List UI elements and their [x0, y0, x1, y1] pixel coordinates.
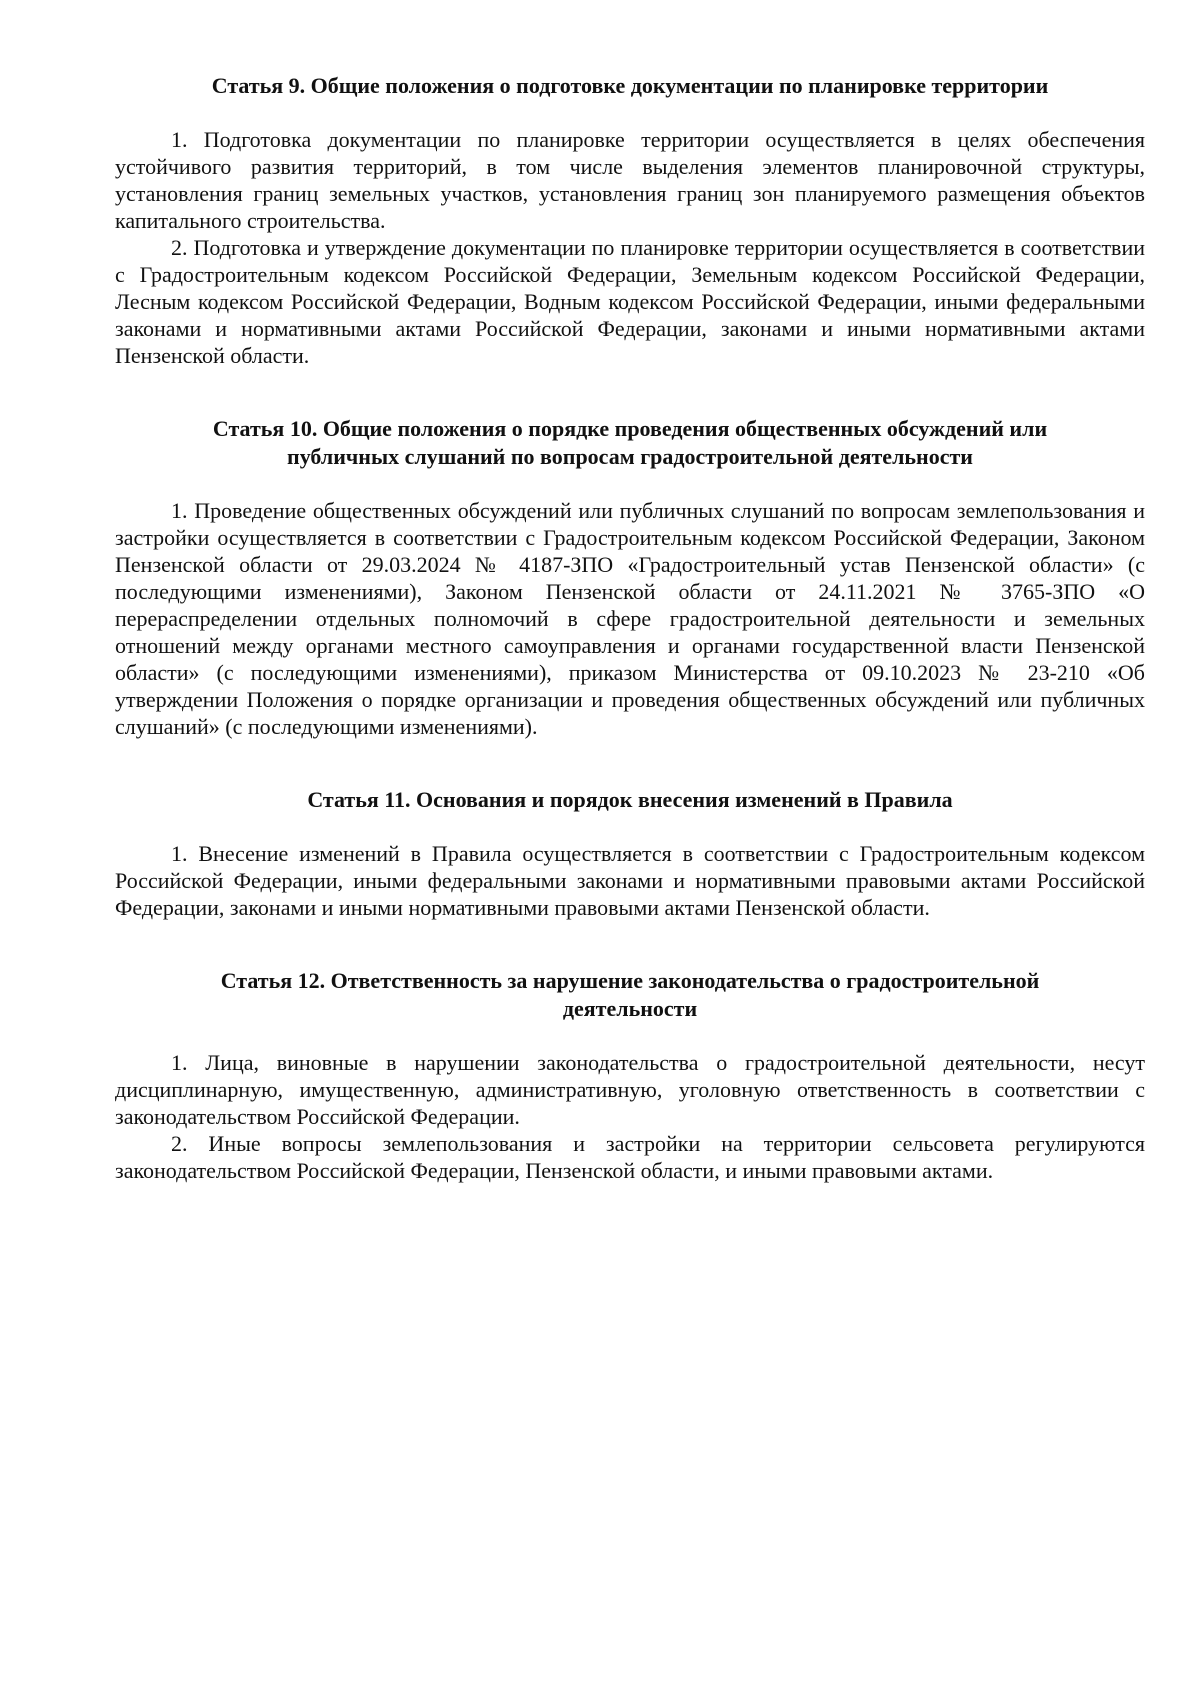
article-paragraph: 2. Подготовка и утверждение документации по планировке территории осуществляется в соответствии с Градостроительным кодексом Российской Федерации, Земельным кодексом Российской Федерации, Лесным кодексом Российской Федерации, Водным кодексом Российской Федерации, иными федеральными законами и нормативными актами Российской Федерации, законами и иными нормативными актами Пензенской области. — [115, 235, 1145, 368]
article-title: Статья 10. Общие положения о порядке проведения общественных обсуждений или публичных слушаний по вопросам градостроительной деятельности — [212, 416, 1048, 469]
article-paragraph: 1. Подготовка документации по планировке территории осуществляется в целях обеспечения устойчивого развития территорий, в том числе выделения элементов планировочной структуры, установления границ земельных участков, установления границ зон планируемого размещения объектов капитального строительства. — [115, 127, 1145, 233]
article-11 — [115, 786, 1145, 921]
article-9 — [115, 72, 1145, 369]
article-title: Статья 12. Ответственность за нарушение законодательства о градостроительной деятельности — [220, 968, 1040, 1021]
article-paragraph: 1. Лица, виновные в нарушении законодательства о градостроительной деятельности, несут дисциплинарную, имущественную, административную, уголовную ответственность в соответствии с законодательством Российской Федерации. — [115, 1050, 1145, 1129]
article-12 — [115, 967, 1145, 1184]
article-paragraph: 2. Иные вопросы землепользования и застройки на территории сельсовета регулируются законодательством Российской Федерации, Пензенской области, и иными правовыми актами. — [115, 1131, 1145, 1183]
document-body — [115, 72, 1145, 1230]
article-paragraph: 1. Внесение изменений в Правила осуществляется в соответствии с Градостроительным кодексом Российской Федерации, иными федеральными законами и нормативными правовыми актами Российской Федерации, законами и иными нормативными правовыми актами Пензенской области. — [115, 841, 1145, 920]
article-title: Статья 9. Общие положения о подготовке документации по планировке территории — [211, 73, 1049, 98]
article-10 — [115, 415, 1145, 740]
article-title: Статья 11. Основания и порядок внесения изменений в Правила — [307, 787, 953, 812]
article-paragraph: 1. Проведение общественных обсуждений или публичных слушаний по вопросам землепользования и застройки осуществляется в соответствии с Градостроительным кодексом Российской Федерации, Законом Пензенской области от 29.03.2024 № 4187-ЗПО «Градостроительный устав Пензенской области» (с последующими изменениями), Законом Пензенской области от 24.11.2021 № 3765-ЗПО «О перераспределении отдельных полномочий в сфере градостроительной деятельности и земельных отношений между органами местного самоуправления и органами государственной власти Пензенской области» (с последующими изменениями), приказом Министерства от 09.10.2023 № 23-210 «Об утверждении Положения о порядке организации и проведения общественных обсуждений или публичных слушаний» (с последующими изменениями). — [115, 498, 1145, 739]
